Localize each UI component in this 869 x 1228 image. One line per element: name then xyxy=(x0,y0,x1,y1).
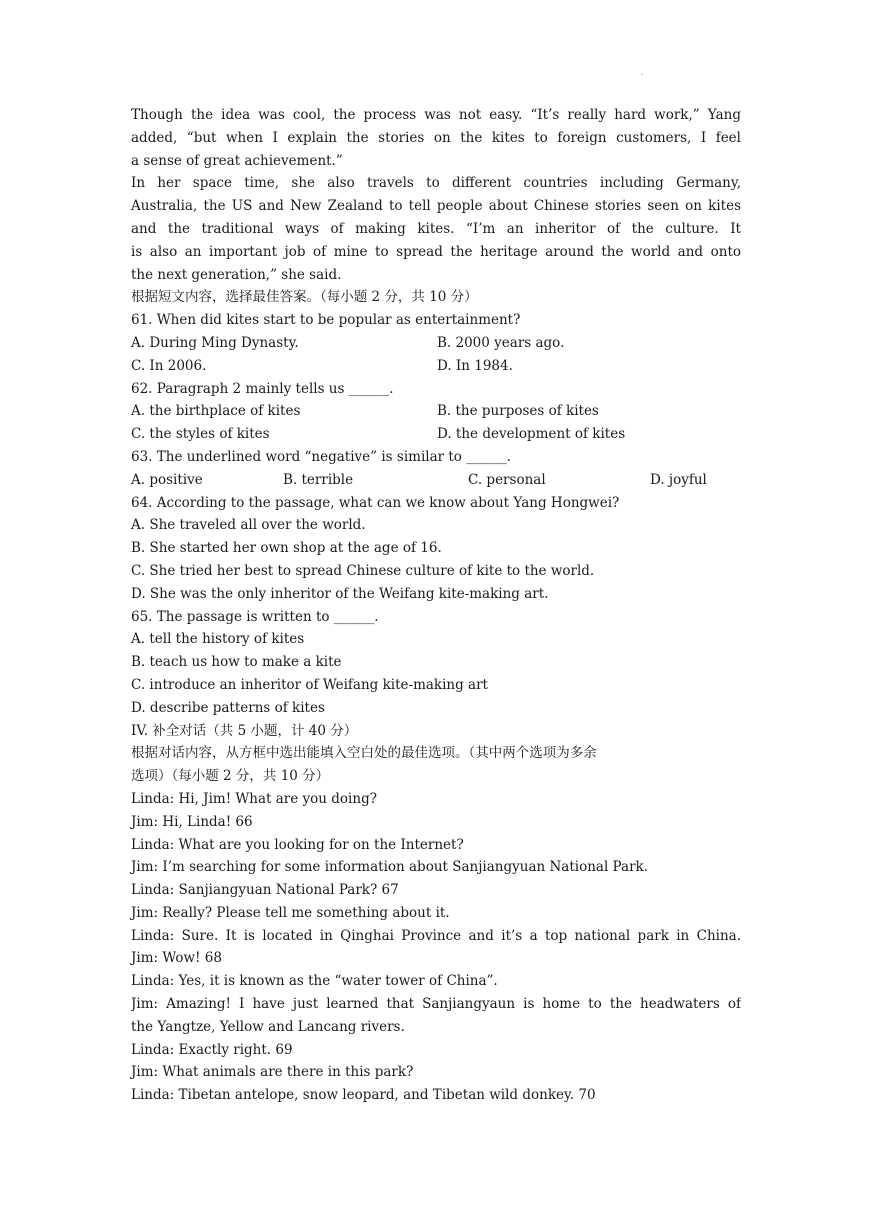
passage-line: a sense of great achievement.” xyxy=(131,152,343,169)
passage-line: Australia, the US and New Zealand to tell people about Chinese stories seen on kites xyxy=(131,198,741,215)
option-a: A. positive xyxy=(131,471,203,488)
dialogue-line: Jim: I’m searching for some information about Sanjiangyuan National Park. xyxy=(131,859,649,876)
question-61 xyxy=(131,309,741,377)
passage-paragraph-1 xyxy=(131,104,741,172)
dialogue-line: Jim: Amazing! I have just learned that Sanjiangyaun is home to the headwaters of xyxy=(131,996,741,1013)
option-c: C. the styles of kites xyxy=(131,426,270,443)
option-b: B. 2000 years ago. xyxy=(437,334,565,351)
option-row xyxy=(131,469,741,492)
section-instructions: 根据对话内容，从方框中选出能填入空白处的最佳选项。（其中两个选项为多余 xyxy=(131,745,597,762)
dialogue-line: Jim: What animals are there in this park? xyxy=(131,1064,414,1081)
option-c: C. She tried her best to spread Chinese culture of kite to the world. xyxy=(131,562,595,579)
dialogue-line: Linda: Yes, it is known as the “water tower of China”. xyxy=(131,973,498,990)
option-d: D. She was the only inheritor of the Weifang kite-making art. xyxy=(131,585,549,602)
question-63 xyxy=(131,446,741,492)
passage-paragraph-2 xyxy=(131,172,741,286)
option-d: D. the development of kites xyxy=(437,426,626,443)
option-d: D. describe patterns of kites xyxy=(131,699,325,716)
option-a: A. She traveled all over the world. xyxy=(131,517,366,534)
dialogue-line: Linda: Sure. It is located in Qinghai Province and it’s a top national park in China. xyxy=(131,927,741,944)
option-row xyxy=(131,400,741,423)
section-instructions: 选项）（每小题 2 分，共 10 分） xyxy=(131,768,330,785)
exam-page xyxy=(131,104,741,1107)
section-title: IV. 补全对话（共 5 小题，计 40 分） xyxy=(131,722,358,739)
option-d: D. In 1984. xyxy=(437,357,513,374)
passage-line: added, “but when I explain the stories on the kites to foreign customers, I feel xyxy=(131,129,741,146)
dialogue-line: Jim: Hi, Linda! 66 xyxy=(131,813,253,830)
dialogue-line: Jim: Really? Please tell me something about it. xyxy=(131,904,450,921)
option-a: A. During Ming Dynasty. xyxy=(131,334,299,351)
option-c: C. personal xyxy=(468,471,546,488)
option-b: B. She started her own shop at the age of 16. xyxy=(131,540,442,557)
option-b: B. teach us how to make a kite xyxy=(131,654,342,671)
dialogue xyxy=(131,788,741,1107)
question-stem: 63. The underlined word “negative” is similar to ______. xyxy=(131,448,512,465)
option-row xyxy=(131,332,741,355)
dialogue-line: Linda: What are you looking for on the Internet? xyxy=(131,836,464,853)
option-b: B. the purposes of kites xyxy=(437,403,599,420)
passage-line: is also an important job of mine to spread the heritage around the world and onto xyxy=(131,243,741,260)
question-64 xyxy=(131,492,741,606)
option-row xyxy=(131,355,741,378)
question-62 xyxy=(131,378,741,446)
passage-line: and the traditional ways of making kites. “I’m an inheritor of the culture. It xyxy=(131,220,741,237)
option-a: A. the birthplace of kites xyxy=(131,403,301,420)
reading-instructions: 根据短文内容，选择最佳答案。（每小题 2 分，共 10 分） xyxy=(131,289,478,306)
passage-line: Though the idea was cool, the process was not easy. “It’s really hard work,” Yang xyxy=(131,107,741,123)
dialogue-line: Linda: Hi, Jim! What are you doing? xyxy=(131,790,377,807)
passage-line: the next generation,” she said. xyxy=(131,266,342,283)
header-dot: . xyxy=(641,68,644,77)
option-c: C. introduce an inheritor of Weifang kite-making art xyxy=(131,676,488,693)
option-a: A. tell the history of kites xyxy=(131,631,305,648)
option-c: C. In 2006. xyxy=(131,357,207,374)
question-stem: 64. According to the passage, what can we know about Yang Hongwei? xyxy=(131,494,620,511)
question-stem: 61. When did kites start to be popular as entertainment? xyxy=(131,312,521,329)
option-row xyxy=(131,423,741,446)
option-b: B. terrible xyxy=(283,471,354,488)
question-65 xyxy=(131,606,741,720)
dialogue-line: Linda: Sanjiangyuan National Park? 67 xyxy=(131,882,399,899)
question-stem: 62. Paragraph 2 mainly tells us ______. xyxy=(131,380,394,397)
dialogue-line: the Yangtze, Yellow and Lancang rivers. xyxy=(131,1018,405,1035)
dialogue-line: Linda: Tibetan antelope, snow leopard, and Tibetan wild donkey. 70 xyxy=(131,1087,596,1104)
section-4 xyxy=(131,720,741,788)
dialogue-line: Linda: Exactly right. 69 xyxy=(131,1041,293,1058)
option-d: D. joyful xyxy=(650,471,707,488)
dialogue-line: Jim: Wow! 68 xyxy=(131,950,222,967)
question-stem: 65. The passage is written to ______. xyxy=(131,608,379,625)
passage-line: In her space time, she also travels to different countries including Germany, xyxy=(131,175,741,192)
